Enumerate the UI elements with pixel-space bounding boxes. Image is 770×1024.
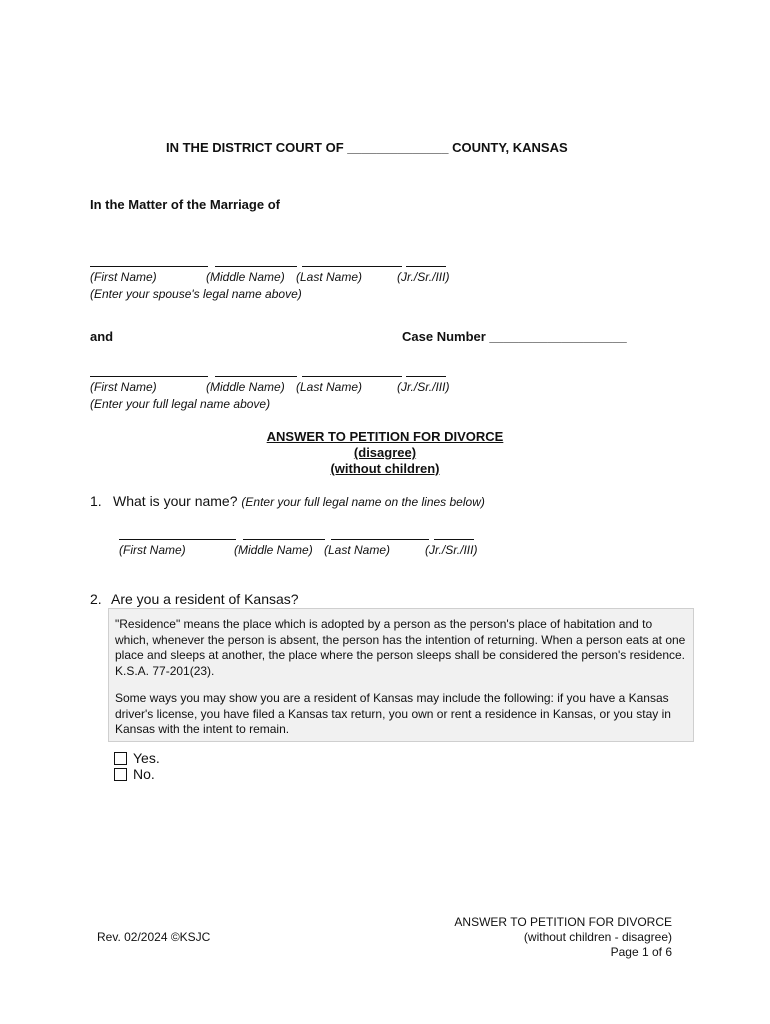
self-last-name-line[interactable] bbox=[302, 376, 402, 377]
q2-number: 2. bbox=[90, 591, 102, 607]
q1-hint: (Enter your full legal name on the lines below) bbox=[241, 495, 485, 509]
self-first-name-label: (First Name) bbox=[90, 380, 157, 394]
self-middle-name-label: (Middle Name) bbox=[206, 380, 285, 394]
document-subtitle-without-children: (without children) bbox=[330, 461, 440, 476]
q1-suffix-line[interactable] bbox=[434, 539, 474, 540]
q1-number: 1. bbox=[90, 493, 102, 509]
spouse-suffix-line[interactable] bbox=[406, 266, 446, 267]
footer-form-title: ANSWER TO PETITION FOR DIVORCE bbox=[454, 915, 672, 929]
spouse-last-name-label: (Last Name) bbox=[296, 270, 363, 284]
spouse-instruction: (Enter your spouse's legal name above) bbox=[90, 287, 302, 301]
no-checkbox[interactable] bbox=[114, 768, 127, 781]
self-suffix-label: (Jr./Sr./III) bbox=[397, 380, 450, 394]
yes-checkbox[interactable] bbox=[114, 752, 127, 765]
q1-middle-name-label: (Middle Name) bbox=[234, 543, 313, 557]
footer-form-subtitle: (without children - disagree) bbox=[523, 930, 672, 944]
spouse-suffix-label: (Jr./Sr./III) bbox=[397, 270, 450, 284]
q1-first-name-label: (First Name) bbox=[119, 543, 186, 557]
residence-definition: "Residence" means the place which is adopted by a person as the person's place of habitation and to which, whenever the person is absent, the person has the intention of returning. When a person eats at one place and sleeps at another, the place where the person sleeps shall be considered the person's residence. K.S.A. 77-201(23). bbox=[115, 617, 686, 678]
and-label: and bbox=[90, 329, 114, 344]
yes-label: Yes. bbox=[133, 750, 160, 766]
spouse-last-name-line[interactable] bbox=[302, 266, 402, 267]
q1-last-name-label: (Last Name) bbox=[324, 543, 391, 557]
self-last-name-label: (Last Name) bbox=[296, 380, 363, 394]
revision-note: Rev. 02/2024 ©KSJC bbox=[97, 930, 211, 944]
self-first-name-line[interactable] bbox=[90, 376, 208, 377]
self-suffix-line[interactable] bbox=[406, 376, 446, 377]
self-instruction: (Enter your full legal name above) bbox=[90, 397, 271, 411]
no-label: No. bbox=[133, 766, 155, 782]
q1-middle-name-line[interactable] bbox=[243, 539, 325, 540]
document-title: ANSWER TO PETITION FOR DIVORCE bbox=[266, 429, 504, 444]
q1-suffix-label: (Jr./Sr./III) bbox=[425, 543, 478, 557]
residence-info-box bbox=[108, 608, 694, 742]
q1-question-text: What is your name? bbox=[113, 493, 238, 509]
self-middle-name-line[interactable] bbox=[215, 376, 297, 377]
spouse-first-name-line[interactable] bbox=[90, 266, 208, 267]
court-title: IN THE DISTRICT COURT OF ______________ COUNTY, KANSAS bbox=[166, 140, 568, 155]
q1-last-name-line[interactable] bbox=[331, 539, 429, 540]
q2-question: Are you a resident of Kansas? bbox=[111, 591, 299, 607]
document-subtitle-disagree: (disagree) bbox=[353, 445, 417, 460]
page-number: Page 1 of 6 bbox=[610, 945, 672, 959]
residence-proof-examples: Some ways you may show you are a resident of Kansas may include the following: if you have a Kansas driver's license, you have filed a Kansas tax return, you own or rent a residence in Kansas, or you stay in Kansas with the intent to remain. bbox=[115, 691, 671, 736]
case-number-field[interactable]: Case Number ___________________ bbox=[402, 329, 627, 344]
spouse-first-name-label: (First Name) bbox=[90, 270, 157, 284]
matter-heading: In the Matter of the Marriage of bbox=[90, 197, 280, 212]
spouse-middle-name-label: (Middle Name) bbox=[206, 270, 285, 284]
q1-question bbox=[113, 493, 485, 509]
spouse-middle-name-line[interactable] bbox=[215, 266, 297, 267]
q1-first-name-line[interactable] bbox=[119, 539, 236, 540]
